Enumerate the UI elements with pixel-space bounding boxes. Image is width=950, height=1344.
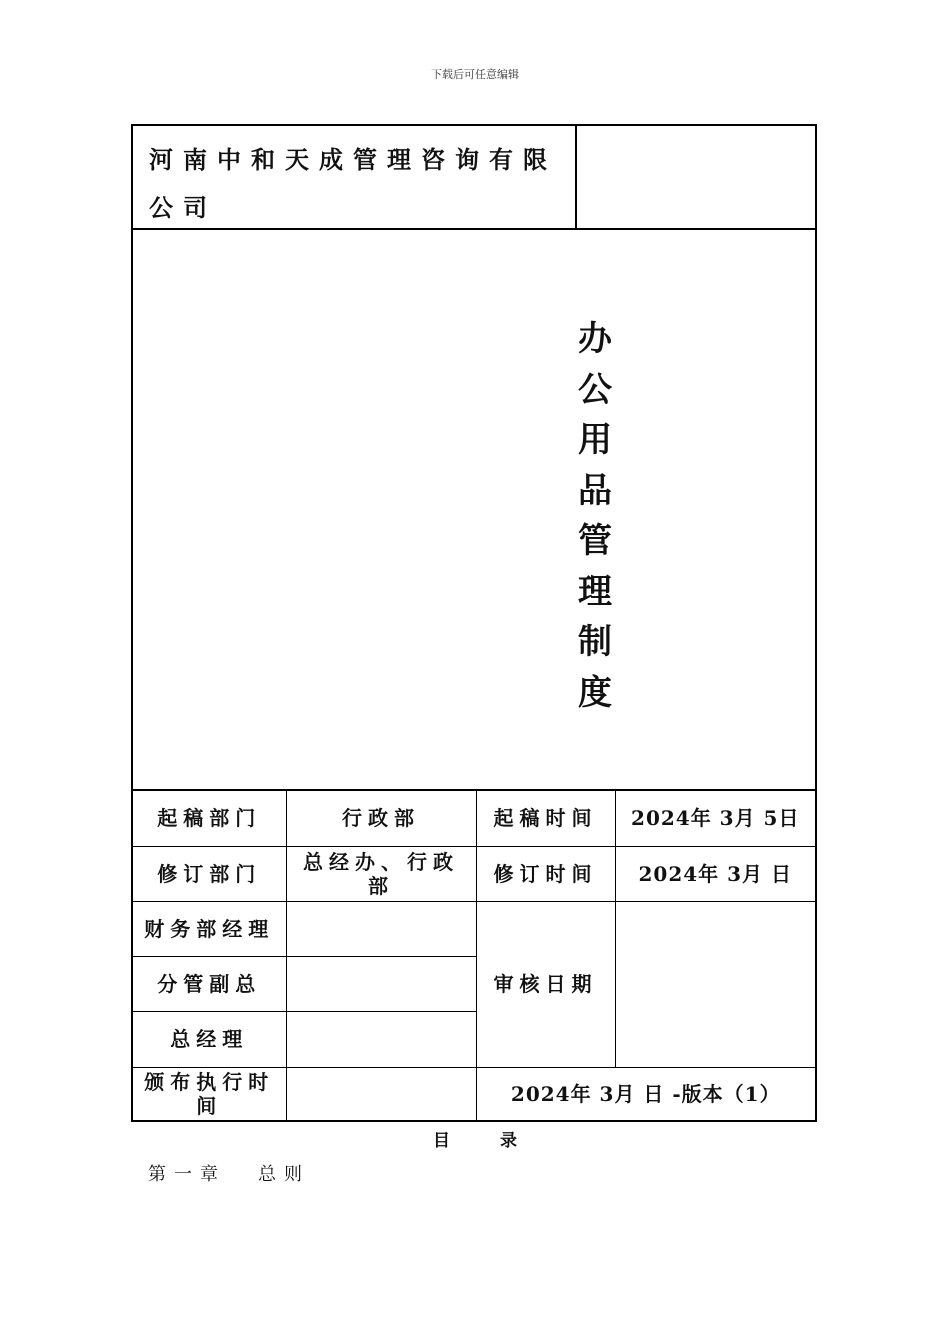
revise-dept-value: 总经办、行政部 bbox=[286, 846, 476, 901]
table-row bbox=[133, 846, 815, 901]
toc-chapter-number: 第一章 bbox=[148, 1164, 226, 1185]
cover-frame bbox=[131, 124, 817, 1122]
draft-dept-value: 行政部 bbox=[286, 790, 476, 846]
issue-time-label: 颁布执行时间 bbox=[133, 1067, 286, 1121]
review-date-label: 审核日期 bbox=[476, 901, 615, 1067]
document-title: 办公用品管理制度 bbox=[578, 319, 612, 713]
gm-label: 总经理 bbox=[133, 1011, 286, 1067]
review-date-value bbox=[615, 901, 815, 1067]
toc-chapter-title: 总则 bbox=[258, 1164, 310, 1185]
gm-signature bbox=[286, 1011, 476, 1067]
deputy-gm-signature bbox=[286, 956, 476, 1011]
approval-info-table bbox=[133, 789, 815, 1121]
version-info: 2024年 3月 日 -版本（1） bbox=[476, 1067, 815, 1121]
revise-time-label: 修订时间 bbox=[476, 846, 615, 901]
draft-time-value: 2024年 3月 5日 bbox=[615, 790, 815, 846]
table-row bbox=[133, 790, 815, 846]
company-divider bbox=[575, 126, 577, 228]
draft-dept-label: 起稿部门 bbox=[133, 790, 286, 846]
deputy-gm-label: 分管副总 bbox=[133, 956, 286, 1011]
page-header-note: 下载后可任意编辑 bbox=[431, 68, 519, 81]
company-row bbox=[133, 126, 815, 230]
issue-time-value bbox=[286, 1067, 476, 1121]
revise-time-value: 2024年 3月 日 bbox=[615, 846, 815, 901]
toc-title: 目录 bbox=[433, 1131, 567, 1151]
finance-manager-label: 财务部经理 bbox=[133, 901, 286, 956]
revise-dept-label: 修订部门 bbox=[133, 846, 286, 901]
draft-time-label: 起稿时间 bbox=[476, 790, 615, 846]
company-name: 河南中和天成管理咨询有限公司 bbox=[149, 145, 557, 222]
toc-entry[interactable] bbox=[148, 1160, 310, 1186]
finance-manager-signature bbox=[286, 901, 476, 956]
table-row bbox=[133, 1067, 815, 1121]
table-row bbox=[133, 901, 815, 956]
